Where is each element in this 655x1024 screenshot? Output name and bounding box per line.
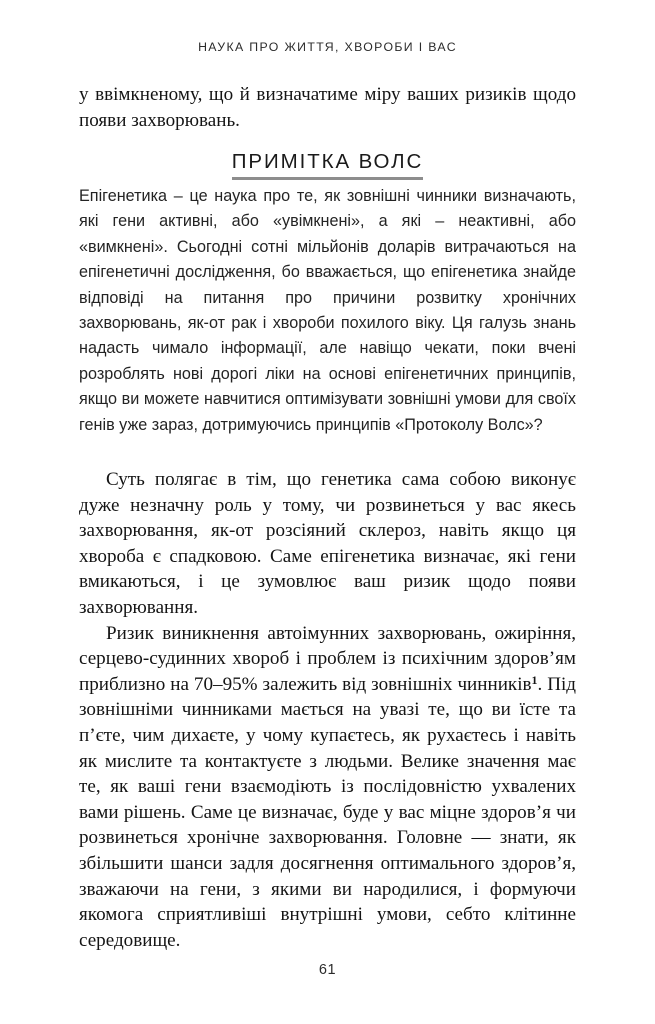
continued-paragraph: у ввімкненому, що й визначатиме міру ваших ризиків щодо появи захворювань. (79, 84, 576, 131)
paragraph-2 (79, 621, 576, 954)
footnote-marker: 1 (531, 672, 538, 687)
note-paragraph: Епігенетика – це наука про те, як зовнішні чинники визначають, які гени активні, або «увімкнені», а які – неактивні, або «вимкнені». Сьогодні сотні мільйонів доларів витрачаються на епігенетичні дослідження, бо вважається, що епігенетика знайде відповіді на питання про причини розвитку хронічних захворювань, як-от рак і хвороби похилого віку. Ця галузь знань надасть чимало інформації, але навіщо чекати, поки вчені розроблять нові дорогі ліки на основі епігенетичних принципів, якщо ви можете навчитися оптимізувати зовнішні умови для своїх генів уже зараз, дотримуючись принципів «Протоколу Волс»? (79, 187, 576, 434)
note-block (79, 184, 576, 438)
paragraph-2-rest: . Під зовнішніми чинниками мається на увазі те, що ви їсте та п’єте, чим дихаєте, у чому купаєтесь, як рухаєтесь і навіть як мислите та контактуєте з людьми. Велике значення має те, як ваші гени взаємодіють із послідовністю ухвалених вами рішень. Саме це визначає, буде у вас міцне здоров’я чи розвинеться хронічне захворювання. Головне — знати, як збільшити шанси задля досягнення оптимального здоров’я, зважаючи на гени, з якими ви народилися, і формуючи якомога сприятливіші внутрішні умови, себто клітинне середовище. (79, 673, 576, 951)
continued-paragraph-block (79, 82, 576, 133)
running-header: НАУКА ПРО ЖИТТЯ, ХВОРОБИ І ВАС (198, 40, 457, 54)
paragraph-1: Суть полягає в тім, що генетика сама собою виконує дуже незначну роль у тому, чи розвинеться у вас якесь захворювання, як-от розсіяний склероз, навіть якщо ця хвороба є спадковою. Саме епігенетика визначає, які гени вмикаються, і це зумовлює ваш ризик щодо появи захворювання. (79, 469, 576, 618)
page-number: 61 (318, 962, 337, 978)
note-heading-container (79, 150, 576, 185)
paragraph-2-lead: Ризик виникнення автоімунних захворювань, ожиріння, серцево-судинних хвороб і проблем із психічним здоров’ям приблизно на 70–95% залежить від зовнішніх чинників (79, 622, 576, 695)
note-heading-rule (232, 177, 423, 180)
note-heading-label: ПРИМІТКА ВОЛС (231, 150, 424, 173)
main-paragraphs-block (79, 467, 576, 953)
note-heading (230, 150, 425, 185)
